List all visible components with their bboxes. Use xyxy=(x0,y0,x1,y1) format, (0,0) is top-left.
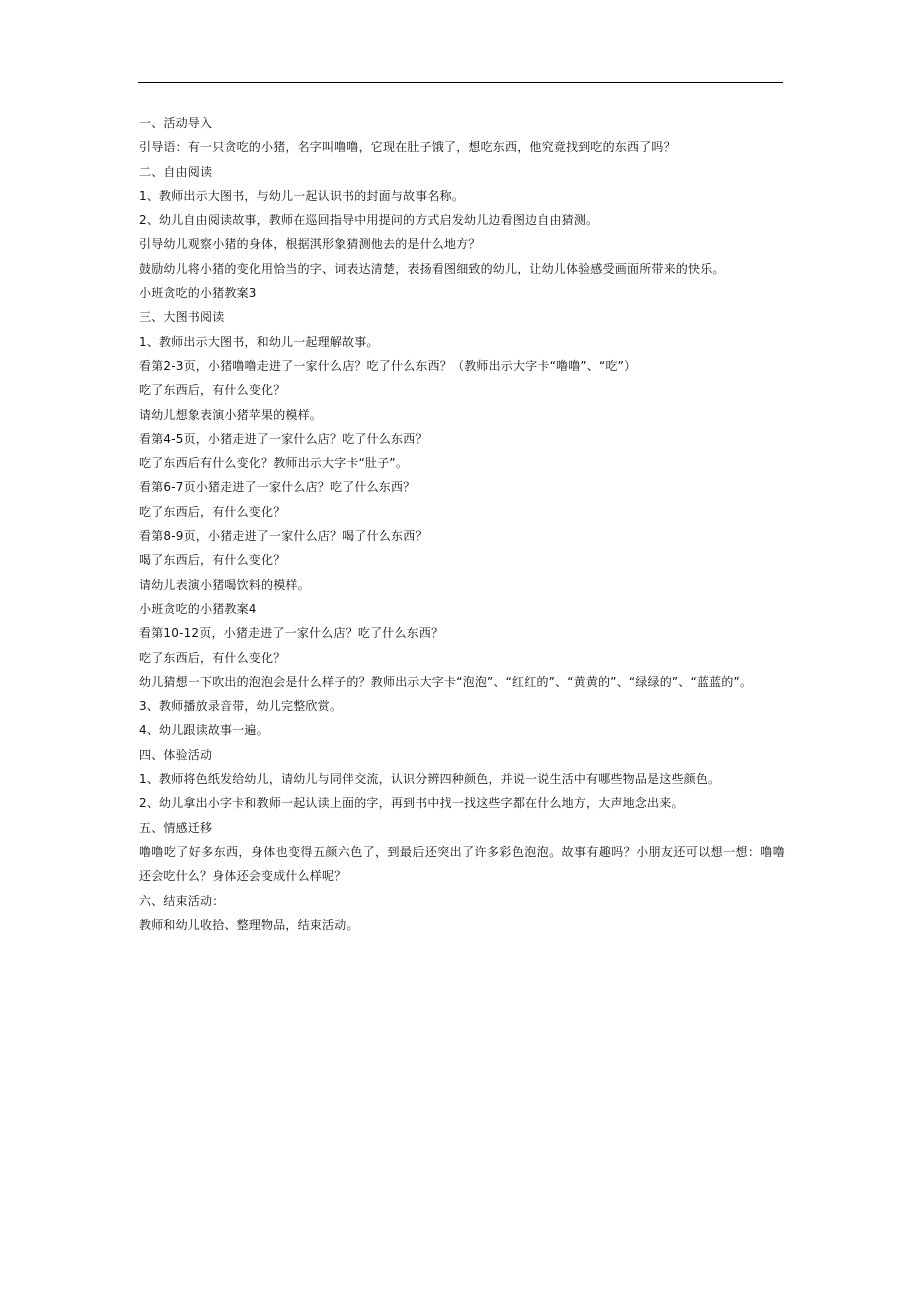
plan-title: 小班贪吃的小猪教案3 xyxy=(139,286,257,301)
paragraph-line: 教师和幼儿收拾、整理物品，结束活动。 xyxy=(139,917,359,932)
paragraph-line: 2、幼儿拿出小字卡和教师一起认读上面的字，再到书中找一找这些字都在什么地方，大声地念出来。 xyxy=(139,796,684,811)
paragraph-line: 1、教师将色纸发给幼儿，请幼儿与同伴交流，认识分辨四种颜色，并说一说生活中有哪些物品是这些颜色。 xyxy=(139,772,721,787)
paragraph-line: 引导语：有一只贪吃的小猪，名字叫噜噜，它现在肚子饿了，想吃东西，他究竟找到吃的东西了吗？ xyxy=(139,140,676,155)
section-heading: 二、自由阅读 xyxy=(139,164,213,179)
section-heading: 五、情感迁移 xyxy=(139,820,213,835)
section-heading: 六、结束活动： xyxy=(139,893,225,908)
paragraph-line: 吃了东西后有什么变化？教师出示大字卡“肚子”。 xyxy=(139,456,409,471)
paragraph-line: 吃了东西后，有什么变化？ xyxy=(139,650,286,665)
paragraph-line: 喝了东西后，有什么变化？ xyxy=(139,553,286,568)
plan-title: 小班贪吃的小猪教案4 xyxy=(139,601,257,616)
paragraph-line: 看第10-12页，小猪走进了一家什么店？吃了什么东西？ xyxy=(139,626,444,641)
section-heading: 一、活动导入 xyxy=(139,116,213,130)
paragraph-line: 看第2-3页，小猪噜噜走进了一家什么店？吃了什么东西？（教师出示大字卡“噜噜”、“吃”） xyxy=(139,358,637,373)
section-heading: 三、大图书阅读 xyxy=(139,310,225,325)
document-body xyxy=(139,111,785,937)
paragraph-line: 看第6-7页小猪走进了一家什么店？吃了什么东西？ xyxy=(139,480,416,495)
paragraph-line: 吃了东西后，有什么变化？ xyxy=(139,383,286,398)
paragraph-line: 1、教师出示大图书，和幼儿一起理解故事。 xyxy=(139,334,379,349)
paragraph-line: 看第8-9页，小猪走进了一家什么店？喝了什么东西？ xyxy=(139,529,428,544)
paragraph-line: 幼儿猜想一下吹出的泡泡会是什么样子的？教师出示大字卡“泡泡”、“红红的”、“黄黄的”、“绿绿的”、“蓝蓝的”。 xyxy=(139,674,753,689)
paragraph-line: 请幼儿想象表演小猪苹果的模样。 xyxy=(139,407,323,422)
header-rule xyxy=(138,82,783,83)
paragraph-emotion: 噜噜吃了好多东西，身体也变得五颜六色了，到最后还突出了许多彩色泡泡。故事有趣吗？小朋友还可以想一想：噜噜还会吃什么？身体还会变成什么样呢？ xyxy=(139,844,785,884)
section-heading: 四、体验活动 xyxy=(139,747,213,762)
paragraph-line: 看第4-5页，小猪走进了一家什么店？吃了什么东西？ xyxy=(139,431,428,446)
paragraph-line: 3、教师播放录音带，幼儿完整欣赏。 xyxy=(139,699,343,714)
paragraph-line: 引导幼儿观察小猪的身体，根据淇形象猜测他去的是什么地方？ xyxy=(139,237,481,252)
paragraph-line: 4、幼儿跟读故事一遍。 xyxy=(139,723,269,738)
paragraph-line: 2、幼儿自由阅读故事，教师在巡回指导中用提问的方式启发幼儿边看图边自由猜测。 xyxy=(139,213,599,228)
paragraph-line: 鼓励幼儿将小猪的变化用恰当的字、词表达清楚，表扬看图细致的幼儿，让幼儿体验感受画面所带来的快乐。 xyxy=(139,261,725,276)
paragraph-line: 请幼儿表演小猪喝饮料的模样。 xyxy=(139,577,310,592)
paragraph-line: 吃了东西后，有什么变化？ xyxy=(139,504,286,519)
paragraph-line: 1、教师出示大图书，与幼儿一起认识书的封面与故事名称。 xyxy=(139,188,465,203)
